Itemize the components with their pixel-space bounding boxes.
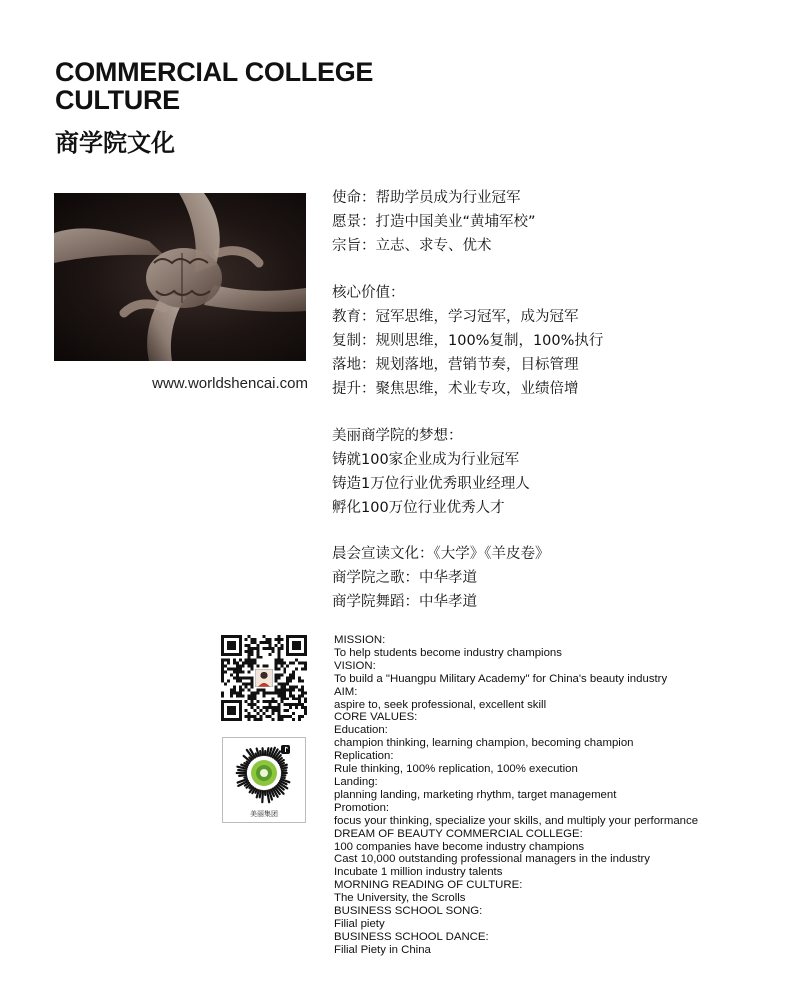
cn-line: 愿景：打造中国美业“黄埔军校”	[332, 214, 536, 230]
en-line: Education:	[334, 724, 388, 737]
en-line: To help students become industry champions	[334, 646, 562, 659]
en-line: Replication:	[334, 750, 394, 763]
english-translation-block	[334, 634, 698, 957]
page-title-cn: 商学院文化	[55, 129, 175, 157]
cn-culture-section	[332, 542, 550, 614]
en-line: AIM:	[334, 685, 358, 698]
en-line: VISION:	[334, 659, 376, 672]
en-line: CORE VALUES:	[334, 711, 418, 724]
en-line: MORNING READING OF CULTURE:	[334, 879, 523, 892]
mini-program-graphic	[223, 738, 305, 808]
cn-line: 使命：帮助学员成为行业冠军	[332, 190, 521, 206]
en-line: focus your thinking, specialize your skills, and multiply your performance	[334, 814, 699, 827]
mini-program-label: 美丽集团	[250, 810, 278, 818]
cn-values-section	[332, 281, 603, 401]
qr-code-graphic	[221, 635, 307, 721]
en-line: DREAM OF BEAUTY COMMERCIAL COLLEGE:	[334, 827, 583, 840]
cn-line: 铸就100家企业成为行业冠军	[332, 452, 520, 468]
cn-line: 商学院之歌：中华孝道	[332, 570, 477, 586]
en-line: aspire to, seek professional, excellent skill	[334, 698, 547, 711]
cn-line: 宗旨：立志、求专、优术	[332, 238, 492, 254]
en-line: Cast 10,000 outstanding professional managers in the industry	[334, 853, 650, 866]
website-url[interactable]: www.worldshencai.com	[152, 375, 308, 392]
en-line: The University, the Scrolls	[334, 892, 466, 905]
en-line: champion thinking, learning champion, becoming champion	[334, 737, 634, 750]
qr-code-icon[interactable]	[221, 635, 307, 721]
en-line: Landing:	[334, 775, 378, 788]
en-line: BUSINESS SCHOOL SONG:	[334, 905, 483, 918]
title-en-line-2: CULTURE	[55, 85, 180, 115]
en-line: 100 companies have become industry champions	[334, 840, 585, 853]
cn-section-heading: 美丽商学院的梦想：	[332, 428, 463, 444]
cn-line: 晨会宣读文化：《大学》《羊皮卷》	[332, 546, 550, 562]
cn-line: 铸造1万位行业优秀职业经理人	[332, 476, 530, 492]
en-line: Promotion:	[334, 801, 390, 814]
en-line: Incubate 1 million industry talents	[334, 866, 503, 879]
en-line: BUSINESS SCHOOL DANCE:	[334, 930, 489, 943]
en-line: Filial Piety in China	[334, 943, 431, 956]
title-en-line-1: COMMERCIAL COLLEGE	[55, 57, 374, 87]
en-line: planning landing, marketing rhythm, target management	[334, 788, 617, 801]
hands-illustration	[54, 193, 306, 361]
cn-purpose-section	[332, 186, 536, 258]
en-line: To build a "Huangpu Military Academy" for China's beauty industry	[334, 672, 668, 685]
cn-line: 商学院舞蹈：中华孝道	[332, 594, 477, 610]
interlocked-hands-photo	[54, 193, 306, 361]
cn-line: 复制：规则思维，100%复制，100%执行	[332, 333, 604, 349]
cn-section-heading: 核心价值：	[332, 285, 405, 301]
page-title-en	[55, 58, 455, 114]
cn-dream-section	[332, 424, 530, 520]
en-line: MISSION:	[334, 634, 386, 646]
cn-line: 教育：冠军思维，学习冠军，成为冠军	[332, 309, 579, 325]
cn-line: 提升：聚焦思维，术业专攻，业绩倍增	[332, 381, 579, 397]
cn-line: 孵化100万位行业优秀人才	[332, 500, 505, 516]
en-line: Filial piety	[334, 917, 385, 930]
en-line: Rule thinking, 100% replication, 100% execution	[334, 763, 578, 776]
cn-line: 落地：规划落地，营销节奏，目标管理	[332, 357, 579, 373]
mini-program-code-icon[interactable]	[222, 737, 306, 823]
